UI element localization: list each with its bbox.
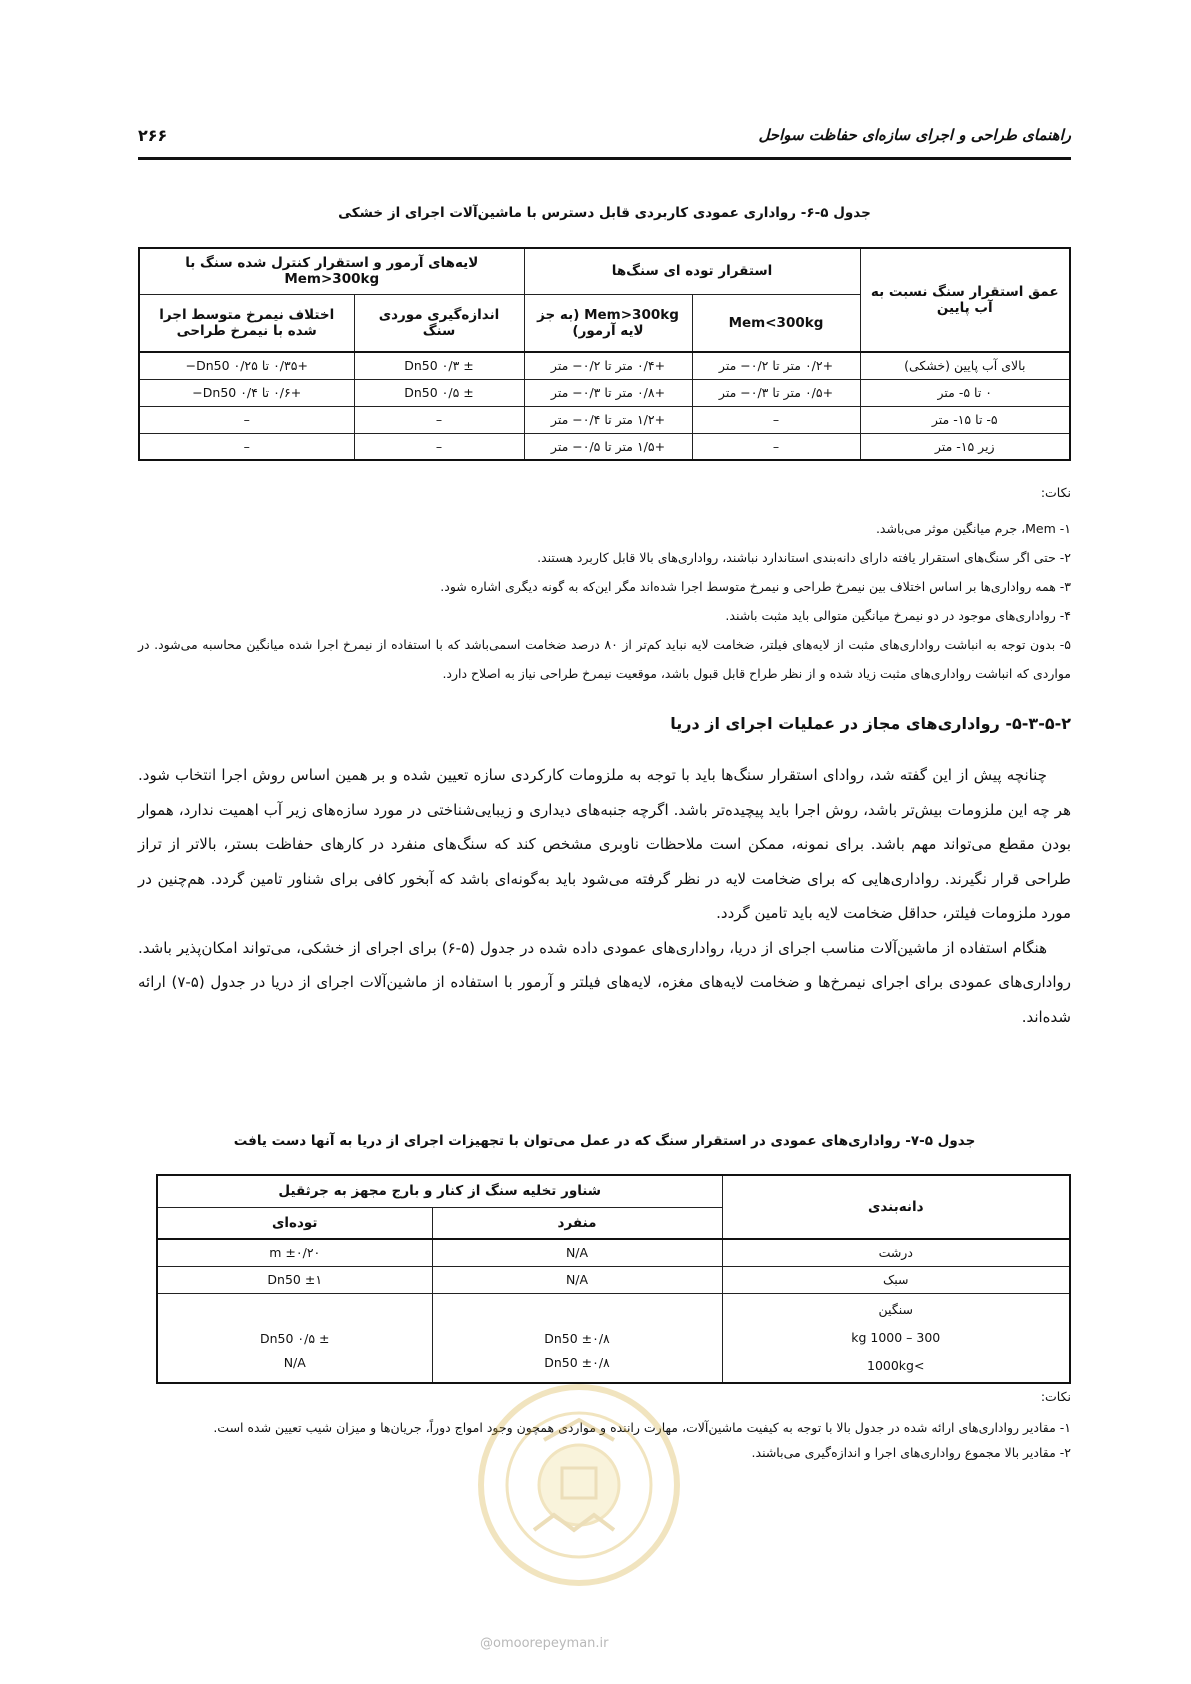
t1-cell-diff: – [139,433,354,460]
t1-notes [138,514,1071,688]
table2 [156,1174,1071,1384]
t1-header-gt300: Mem>300kg (به جز لایه آرمور) [524,294,692,352]
t1-header-measure: اندازه‌گیری موردی سنگ [354,294,524,352]
table1 [138,247,1071,461]
t1-note: ۲- حتی اگر سنگ‌های استقرار یافته دارای دانه‌بندی استاندارد نباشند، رواداری‌های بالا قابل کاربرد هستند. [537,550,1071,565]
table-row [157,1239,1070,1266]
section-body [138,758,1071,1034]
t2-cell-grading: سبک [722,1266,1070,1293]
watermark-site: @omoorepeyman.ir [480,1636,609,1651]
t1-cell-gt300: +۱/۲ متر تا ۰/۴− متر [524,406,692,433]
t1-cell-lt300: +۰/۲ متر تا ۰/۲− متر [692,352,860,379]
t1-cell-depth: بالای آب پایین (خشکی) [860,352,1070,379]
t1-notes-label: نکات: [1040,485,1071,500]
t1-header-bulk: استقرار توده ای سنگ‌ها [524,248,860,294]
t2-heavy-bulk: ± ۰/۵ Dn50 [259,1330,330,1346]
t1-cell-lt300: – [692,433,860,460]
table-row [139,379,1070,406]
page-number: ۲۶۶ [138,126,168,145]
t2-cell-grading [722,1293,1070,1383]
t1-cell-gt300: +۰/۸ متر تا ۰/۳− متر [524,379,692,406]
t2-heavy-single: ±۰/۸ Dn50 [544,1330,610,1346]
t1-note: ۳- همه رواداری‌ها بر اساس اختلاف بین نیمرخ طراحی و نیمرخ متوسط اجرا شده‌اند مگر این‌که به گونه دیگری اشاره شود. [440,579,1071,594]
t1-note: ۱- Mem، جرم میانگین موثر می‌باشد. [875,521,1071,536]
t1-cell-measure: – [354,406,524,433]
watermark-seal-icon [474,1380,684,1590]
t2-notes-label: نکات: [1040,1389,1071,1404]
t1-cell-depth: زیر ۱۵- متر [860,433,1070,460]
running-header-title: راهنمای طراحی و اجرای سازه‌ای حفاظت سواحل [758,126,1071,144]
t1-header-armour: لایه‌های آرمور و استقرار کنترل شده سنگ با Mem>300kg [139,248,524,294]
t2-heavy-range: >1000kg [867,1357,925,1373]
t2-cell-grading: درشت [722,1239,1070,1266]
t2-header-single: منفرد [432,1207,722,1239]
t1-header-depth: عمق استقرار سنگ نسبت به آب پایین [860,248,1070,352]
t2-cell-bulk [157,1293,432,1383]
table-row [139,406,1070,433]
t1-note: ۵- بدون توجه به انباشت رواداری‌های مثبت از لایه‌های فیلتر، ضخامت لایه نباید کم‌تر از ۸۰ درصد ضخامت اسمی‌باشد که با استفاده از نیمرخ اجرا شده میانگین محاسبه می‌شود. در مواردی که انباشت رواداری‌های مثبت زیاد شده و از نظر طراح قابل قبول باشد، موقعیت نیمرخ طراحی نیاز به اصلاح دارد. [138,637,1071,681]
t2-note: ۱- مقادیر رواداری‌های ارائه شده در جدول بالا با توجه به کیفیت ماشین‌آلات، مهارت راننده و مواردی همچون وجود امواج دوراً، جریان‌ها و میزان شیب تعیین شده است. [213,1420,1071,1435]
t2-heavy-single: ±۰/۸ Dn50 [544,1354,610,1370]
t2-cell-bulk: ±۱ Dn50 [157,1266,432,1293]
t1-cell-measure: – [354,433,524,460]
table-row [157,1293,1070,1383]
t1-cell-diff: – [139,406,354,433]
t1-cell-gt300: +۱/۵ متر تا ۰/۵− متر [524,433,692,460]
t2-header-vessel: شناور تخلیه سنگ از کنار و بارج مجهز به جرثقیل [157,1175,722,1207]
body-paragraph: هنگام استفاده از ماشین‌آلات مناسب اجرای از دریا، رواداری‌های عمودی داده شده در جدول (۵-۶) برای اجرای از خشکی، می‌تواند امکان‌پذیر باشد. رواداری‌های عمودی برای اجرای نیمرخ‌ها و ضخامت لایه‌های مغزه، لایه‌های فیلتر و آرمور با استفاده از ماشین‌آلات اجرای از دریا در جدول (۵-۷) ارائه شده‌اند. [138,938,1071,1026]
t1-cell-diff: +۰/۳۵ تا Dn50 ۰/۲۵− [139,352,354,379]
t2-note: ۲- مقادیر بالا مجموع رواداری‌های اجرا و اندازه‌گیری می‌باشند. [751,1445,1071,1460]
t1-header-lt300: Mem<300kg [692,294,860,352]
header-rule [138,157,1071,160]
t1-cell-measure: ± ۰/۵ Dn50 [354,379,524,406]
table2-caption: جدول ۵-۷- رواداری‌های عمودی در استقرار سنگ که در عمل می‌توان با تجهیزات اجرای از دریا به آنها دست یافت [233,1133,976,1149]
t2-heavy-bulk: N/A [283,1354,306,1370]
table-row [139,352,1070,379]
t2-header-grading: دانه‌بندی [722,1175,1070,1239]
body-paragraph: چنانچه پیش از این گفته شد، روادای استقرار سنگ‌ها باید با توجه به ملزومات کارکردی سازه تعیین شده و بر همین اساس روش اجرا انتخاب شود. هر چه این ملزومات بیش‌تر باشد، روش اجرا باید پیچیده‌تر باشد. اگرچه جنبه‌های دیداری و زیبایی‌شناختی در مورد سازه‌های زیر آب اهمیت ندارد، هموار بودن مقطع می‌تواند مهم باشد. برای نمونه، ممکن است ملاحظات ناوبری مشخص کند که سنگ‌های منفرد در کارهای حفاظت بستر، بالاتر از تراز طراحی قرار نگیرند. رواداری‌هایی که برای ضخامت لایه در نظر گرفته می‌شود باید به‌گونه‌ای باشد که آبخور کافی برای شناور تامین گردد. هم‌چنین در مورد ملزومات فیلتر، حداقل ضخامت لایه باید تامین گردد. [138,766,1071,922]
table-row [157,1266,1070,1293]
t1-cell-lt300: +۰/۵ متر تا ۰/۳− متر [692,379,860,406]
t1-cell-gt300: +۰/۴ متر تا ۰/۲− متر [524,352,692,379]
t1-cell-lt300: – [692,406,860,433]
t1-cell-depth: ۵- تا ۱۵- متر [860,406,1070,433]
t2-heavy-label: سنگین [878,1301,913,1317]
t2-heavy-range: 300 – 1000 kg [851,1329,941,1345]
table1-caption: جدول ۵-۶- رواداری عمودی کاربردی قابل دسترس با ماشین‌آلات اجرای از خشکی [338,205,871,221]
section-heading: ۵-۳-۵-۲- رواداری‌های مجاز در عملیات اجرای از دریا [670,714,1071,733]
t2-cell-single: N/A [432,1239,722,1266]
t1-cell-depth: ۰ تا ۵- متر [860,379,1070,406]
table-row [139,433,1070,460]
t1-header-diff: اختلاف نیمرخ متوسط اجرا شده با نیمرخ طراحی [139,294,354,352]
t2-cell-bulk: ±۰/۲۰ m [157,1239,432,1266]
t1-note: ۴- رواداری‌های موجود در دو نیمرخ میانگین متوالی باید مثبت باشند. [725,608,1071,623]
t1-cell-diff: +۰/۶ تا Dn50 ۰/۴− [139,379,354,406]
t2-cell-single [432,1293,722,1383]
t2-cell-single: N/A [432,1266,722,1293]
t2-header-bulk: توده‌ای [157,1207,432,1239]
t1-cell-measure: ± ۰/۳ Dn50 [354,352,524,379]
